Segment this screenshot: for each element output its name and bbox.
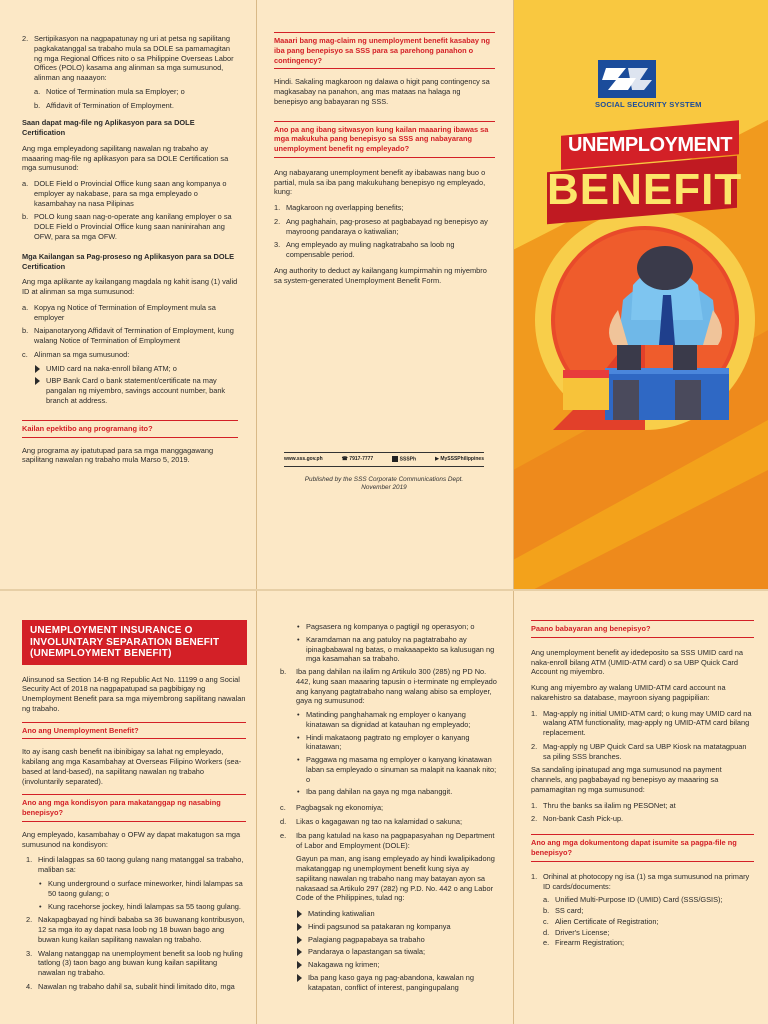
arrows-item: UBP Bank Card o bank statement/certificate na may pangalan ng miyembro, savings account number, bank branch at address. [34, 376, 238, 405]
items-item: 2. Mag-apply ng UBP Quick Card sa UBP Kiosk na matatagpuan sa piling SSS branches. [531, 741, 747, 761]
arrows-item: Nakagawa ng krimen; [296, 960, 501, 970]
social-links-bar [284, 452, 484, 467]
panel-definition [0, 590, 256, 1024]
arrows-item: Pandaraya o lapastangan sa tiwala; [296, 947, 501, 957]
deduction-list [274, 203, 495, 260]
arrows-item: UMID card na naka-enroll bilang ATM; o [34, 364, 238, 374]
deduction-question-title: Ano pa ang ibang sitwasyon kung kailan maaaring ibawas sa mga makukuha pang benepisyo sa SSS ang nabayarang unemployment benefit ng empleyado? [274, 121, 495, 158]
requirements-list [22, 303, 238, 360]
req-item: c. Alinman sa mga sumusunod: [22, 349, 130, 359]
panel-payment [513, 590, 768, 1024]
cde-item: c. Pagbagsak ng ekonomiya; [280, 803, 384, 813]
bb-item: • Paggawa ng masama ng employer o kanyang kinatawan laban sa empleyado o sinuman sa malapit na kaanak nito; o [296, 755, 501, 784]
conditions-intro: Ang empleyado, kasambahay o OFW ay dapat makatugon sa mga sumusunod na kondisyon: [22, 829, 241, 849]
overlap-answer: Hindi. Sakaling magkaroon ng dalawa o higit pang contingency sa magkasabay na panahon, ang mas mataas na halaga ng benepisyo ang babayaran ng SSS. [274, 77, 490, 106]
panel-other-benefits [256, 0, 513, 590]
cover-panel [513, 0, 768, 590]
cde-item: d. Likas o kagagawan ng tao na kalamidad o sakuna; [280, 817, 462, 827]
requirements-title: Mga Kailangan sa Pag-proseso ng Aplikasyon para sa DOLE Certification [22, 251, 235, 271]
requirement-item-2: 2. Sertipikasyon na nagpapatunay ng uri at petsa ng sapilitang pagkakatanggal sa trabaho mula sa DOLE sa pamamagitan ng mga Regional Offices nito o sa Philippine Overseas Labor Offices (POLO) kasama ang alinman sa mga sumusunod, alinman ang naaayon: [22, 34, 234, 83]
title-banner-bottom: BENEFIT [547, 156, 737, 225]
req-item: a. Kopya ng Notice of Termination of Employment mula sa employer [22, 302, 216, 322]
condition-1: 1. Hindi lalagpas sa 60 taong gulang nang matanggal sa trabaho, maliban sa: [26, 855, 244, 875]
bb-item: • Hindi makataong pagtrato ng employer o kanyang kinatawan; [296, 733, 501, 753]
deduction-note: Ang authority to deduct ay kailangang kumpirmahin ng miyembro sa system-generated Unemployment Benefit Form. [274, 266, 487, 285]
facebook-link[interactable]: SSSPh [392, 456, 416, 463]
condition-4: 4. Nawalan ng trabaho dahil sa, subalit hindi limitado dito, mga [26, 981, 235, 991]
arrows-item: Palagiang pagpapabaya sa trabaho [296, 935, 501, 945]
reason-b: b. Iba pang dahilan na ilalim ng Artikulo 300 (285) ng PD No. 442, kung saan maaaring tapusin o i-terminate ng empleyado ang kanyang pagtatrabaho nang walang abiso sa employer, gaya ng sumusunod: [280, 667, 497, 706]
where-item: b. POLO kung saan nag-o-operate ang kanilang employer o sa DOLE Field o Provincial Office kung saan naninirahan ang OFW, para sa mga OFW. [22, 212, 232, 242]
list-item: a. Unified Multi-Purpose ID (UMID) Card (SSS/GSIS); [543, 895, 723, 905]
bullets-item: • Kung underground o surface mineworker, hindi lalampas sa 50 taong gulang; o [38, 879, 246, 899]
publisher-note: Published by the SSS Corporate Communications Dept. November 2019 [304, 476, 464, 492]
payment-title: Paano babayaran ang benepisyo? [531, 620, 754, 638]
items2-item: 1. Thru the banks sa ilalim ng PESONet; at [531, 800, 676, 810]
overlap-question-title: Maaari bang mag-claim ng unemployment benefit kasabay ng iba pang benepisyo sa SSS para sa parehong panahon o contingency? [274, 32, 495, 69]
what-is-title: Ano ang Unemployment Benefit? [22, 722, 246, 740]
list-item: b. SS card; [543, 906, 584, 916]
payment-options-intro: Kung ang miyembro ay walang UMID-ATM card account na nakarehistro sa database, mayroon siyang pagpipilian: [531, 683, 726, 702]
website-link[interactable]: www.sss.gov.ph [284, 456, 323, 462]
primary-id-list [531, 895, 754, 948]
sub-item: b. Affidavit of Termination of Employment. [34, 100, 174, 110]
termination-doc-list [22, 87, 238, 111]
top-item: • Karamdaman na ang patuloy na pagtatrabaho ay ipinagbabawal ng batas, o makaaapekto sa kalusugan ng mga kasamahan sa trabaho. [296, 635, 501, 664]
documents-item-1: 1. Orihinal at photocopy ng isa (1) sa mga sumusunod na primary ID cards/documents: [531, 871, 750, 891]
bb-item: • Iba pang dahilan na gaya ng mga nabanggit. [296, 787, 501, 797]
where-item: a. DOLE Field o Provincial Office kung saan ang kompanya o employer ay nakabase, para sa mga empleyado o kasambahay na nasa Pilipinas [22, 179, 227, 208]
disqualification-list [274, 909, 501, 992]
where-title: Saan dapat mag-file ng Aplikasyon para sa DOLE Certification [22, 118, 195, 138]
condition-3: 3. Walang natanggap na unemployment benefit sa loob ng huling tatlong (3) taon bago ang buwan kung kailan sapilitang nawalan ng trabaho. [26, 948, 243, 978]
requirements-arrow-list [22, 364, 238, 406]
items2-item: 2. Non-bank Cash Pick-up. [531, 814, 624, 824]
bullets-item: • Kung racehorse jockey, hindi lalampas sa 55 taong gulang. [38, 902, 246, 912]
phone-number: ☎ 7917-7777 [341, 456, 374, 462]
intro-text: Alinsunod sa Section 14-B ng Republic Act No. 11199 o ang Social Security Act of 2018 na nagpapatupad sa pagbibigay ng Unemployment Benefit para sa mga miyembrong sapilitang nawalan ng trabaho. [22, 674, 246, 713]
documents-title: Ano ang mga dokumentong dapat isumite sa pagpa-file ng benepisyo? [531, 834, 754, 862]
payment-options-list [531, 709, 754, 762]
section-header: UNEMPLOYMENT INSURANCE O INVOLUNTARY SEPARATION BENEFIT (UNEMPLOYMENT BENEFIT) [22, 620, 247, 665]
arrows-item: Hindi pagsunod sa patakaran ng kompanya [296, 922, 501, 932]
sss-logo [598, 60, 656, 98]
items-item: 3. Ang empleyado ay muling nagkatrabaho sa loob ng compensable period. [274, 240, 455, 260]
panel-dole-certification [0, 0, 256, 590]
deduction-intro: Ang nabayarang unemployment benefit ay ibabawas nang buo o partial, mula sa iba pang makukuhang benepisyo ng empleyado, kung: [274, 167, 486, 197]
facebook-icon [392, 456, 398, 462]
list-item: d. Driver's License; [543, 927, 610, 937]
age-exceptions-list [22, 879, 246, 911]
sss-logo-text: SOCIAL SECURITY SYSTEM [595, 100, 702, 109]
where-intro: Ang mga empleyadong sapilitang nawalan ng trabaho ay maaaring mag-file ng aplikasyon para sa DOLE Certification sa mga sumusunod: [22, 143, 229, 173]
list-item: c. Alien Certificate of Registration; [543, 916, 659, 926]
items-item: 1. Mag-apply ng initial UMID-ATM card; o kung may UMID card na walang ATM functionality, mag-apply ng UMID-ATM card bilang replacement. [531, 708, 752, 738]
title-banner-top: UNEMPLOYMENT [561, 120, 739, 170]
closure-reasons-list [274, 622, 501, 664]
items-item: 1. Magkaroon ng overlapping benefits; [274, 203, 404, 213]
effectivity-title: Kailan epektibo ang programang ito? [22, 420, 238, 438]
other-reasons-list [274, 803, 501, 850]
panel-separation-reasons [256, 590, 513, 1024]
payment-text: Ang unemployment benefit ay idedeposito sa SSS UMID card na naka-enroll bilang ATM (UMID-ATM card) o sa UBP Quick Card Account ng miyembro. [531, 647, 743, 677]
requirements-intro: Ang mga aplikante ay kailangang magdala ng kahit isang (1) valid ID at alinman sa mga sumusunod: [22, 277, 238, 297]
payment-channels-intro: Sa sandaling ipinatupad ang mga sumusunod na payment channels, ang pagbabayad ng benepisyo ay maaaring sa pamamagitan ng mga sumusunod: [531, 765, 722, 794]
conditions-title: Ano ang mga kondisyon para makatanggap ng nasabing benepisyo? [22, 794, 246, 822]
list-item: e. Firearm Registration; [543, 938, 624, 948]
top-item: • Pagsasera ng kompanya o pagtigil ng operasyon; o [296, 622, 501, 632]
what-is-text: Ito ay isang cash benefit na ibinibigay sa lahat ng empleyado, kabilang ang mga Kasambahay at Overseas Filipino Workers (sea-based at land-based), na sapilitang nawalan ng trabaho (involuntarily separated). [22, 747, 242, 786]
youtube-link[interactable]: ▶ MySSSPhilippines [435, 456, 484, 462]
effectivity-text: Ang programa ay ipatutupad para sa mga manggagawang sapilitang nawalan ng trabaho mula Marso 5, 2019. [22, 445, 214, 465]
req-item: b. Naipanotaryong Affidavit of Termination of Employment, kung walang Notice of Termination of Employment [22, 326, 234, 346]
where-list [22, 179, 238, 242]
disqualification-text: Gayun pa man, ang isang empleyado ay hindi kwalipikadong makatanggap ng unemployment benefit kung siya ay sapilitang nawalan ng trabaho nang may batayan ayon sa nakasaad sa Artikulo 297 (282) ng P.D. No. 442 o ang Labor Code of the Philippines, tulad ng: [296, 854, 495, 903]
condition-2: 2. Nakapagbayad ng hindi bababa sa 36 buwanang kontribusyon, 12 sa mga ito ay dapat nasa loob ng 18 buwan bago ang buwan kung kailan sapilitang nawalan ng trabaho. [26, 915, 245, 944]
payment-channels-list [531, 801, 754, 825]
employer-fault-list [274, 710, 501, 797]
bb-item: • Matinding panghahamak ng employer o kanyang kinatawan sa dignidad at katauhan ng empleyado; [296, 710, 501, 730]
sub-item: a. Notice of Termination mula sa Employer; o [34, 86, 185, 96]
cde-item: e. Iba pang katulad na kaso na pagpapasyahan ng Department of Labor and Employment (DOLE): [280, 830, 495, 850]
arrows-item: Iba pang kaso gaya ng pag-abandona, kawalan ng katapatan, conflict of interest, pangingupalang [296, 973, 501, 993]
youtube-icon: ▶ [435, 456, 439, 462]
arrows-item: Matinding katiwalian [296, 909, 501, 919]
items-item: 2. Ang paghahain, pag-proseso at pagbabayad ng benepisyo ay mayroong pandaraya o katiwalian; [274, 216, 488, 236]
